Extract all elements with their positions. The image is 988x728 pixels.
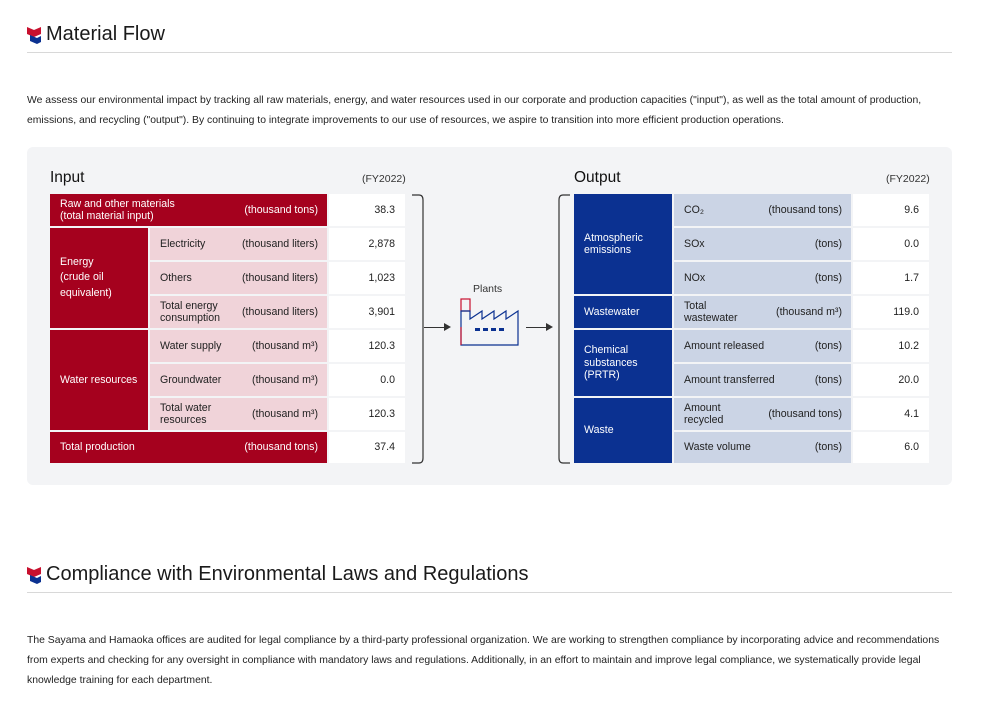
total-production-value: 37.4: [329, 432, 405, 463]
output-fiscal-year: (FY2022): [886, 173, 930, 185]
section-mark-icon: [27, 566, 41, 584]
waste-volume-value: 6.0: [853, 432, 929, 463]
input-title: Input: [50, 169, 85, 186]
input-arrow: [424, 327, 444, 328]
atmospheric-group-label: Atmospheric emissions: [574, 194, 672, 294]
energy-others-value: 1,023: [329, 262, 405, 294]
material-flow-header: [27, 19, 952, 53]
sox-row: SOx (tons): [674, 228, 851, 260]
energy-others-row: Others (thousand liters): [150, 262, 327, 294]
energy-electricity-row: Electricity (thousand liters): [150, 228, 327, 260]
section-mark-icon: [27, 26, 41, 44]
amount-released-row: Amount released (tons): [674, 330, 851, 362]
input-row-raw-materials: [50, 194, 327, 226]
input-fiscal-year: (FY2022): [362, 173, 406, 185]
raw-materials-value: 38.3: [329, 194, 405, 226]
input-bracket: [410, 194, 428, 464]
amount-transferred-row: Amount transferred (tons): [674, 364, 851, 396]
amount-transferred-value: 20.0: [853, 364, 929, 396]
intro-paragraph: We assess our environmental impact by tracking all raw materials, energy, and water resources used in our corporate and production capacities ("input"), as well as the total amount of production, emissions, and recycling ("output"). By continuing to integrate improvements to our use of resources, we aspire to transition into more efficient production operations.: [27, 95, 922, 126]
compliance-paragraph: The Sayama and Hamaoka offices are audited for legal compliance by a third-party professional organization. We are working to strengthen compliance by incorporating advice and recommendations from experts and checking for any oversight in compliance with mandatory laws and regulations. Additionally, in an effort to maintain and improve legal compliance, we systematically provide legal knowledge training for each department.: [27, 635, 940, 686]
waste-volume-row: Waste volume (tons): [674, 432, 851, 463]
compliance-header: [27, 559, 952, 593]
output-arrow: [526, 327, 546, 328]
chemical-group-label: Chemical substances (PRTR): [574, 330, 672, 396]
wastewater-group-label: Wastewater: [574, 296, 672, 328]
plants-label: Plants: [473, 283, 503, 295]
water-supply-row: Water supply (thousand m³): [150, 330, 327, 362]
energy-electricity-value: 2,878: [329, 228, 405, 260]
co2-row: CO₂ (thousand tons): [674, 194, 851, 226]
total-wastewater-row: Total wastewater (thousand m³): [674, 296, 851, 328]
input-arrow-head-icon: [444, 323, 451, 331]
total-wastewater-value: 119.0: [853, 296, 929, 328]
page-title: Material Flow: [46, 23, 165, 45]
factory-icon: [459, 297, 521, 347]
energy-total-value: 3,901: [329, 296, 405, 328]
water-total-row: Total water resources (thousand m³): [150, 398, 327, 430]
co2-value: 9.6: [853, 194, 929, 226]
output-bracket: [554, 194, 572, 464]
raw-materials-label: Raw and other materials (total material input): [60, 197, 175, 222]
compliance-title: Compliance with Environmental Laws and Regulations: [46, 563, 529, 585]
groundwater-value: 0.0: [329, 364, 405, 396]
amount-released-value: 10.2: [853, 330, 929, 362]
input-row-total-production: Total production (thousand tons): [50, 432, 327, 463]
output-title: Output: [574, 169, 621, 186]
water-supply-value: 120.3: [329, 330, 405, 362]
energy-total-row: Total energy consumption (thousand liters): [150, 296, 327, 328]
amount-recycled-value: 4.1: [853, 398, 929, 430]
nox-value: 1.7: [853, 262, 929, 294]
sox-value: 0.0: [853, 228, 929, 260]
waste-group-label: Waste: [574, 398, 672, 463]
amount-recycled-row: Amount recycled (thousand tons): [674, 398, 851, 430]
energy-group-label: Energy (crude oil equivalent): [50, 228, 148, 328]
groundwater-row: Groundwater (thousand m³): [150, 364, 327, 396]
water-group-label: Water resources: [50, 330, 148, 430]
nox-row: NOx (tons): [674, 262, 851, 294]
output-arrow-head-icon: [546, 323, 553, 331]
water-total-value: 120.3: [329, 398, 405, 430]
raw-materials-unit: (thousand tons): [244, 203, 318, 216]
